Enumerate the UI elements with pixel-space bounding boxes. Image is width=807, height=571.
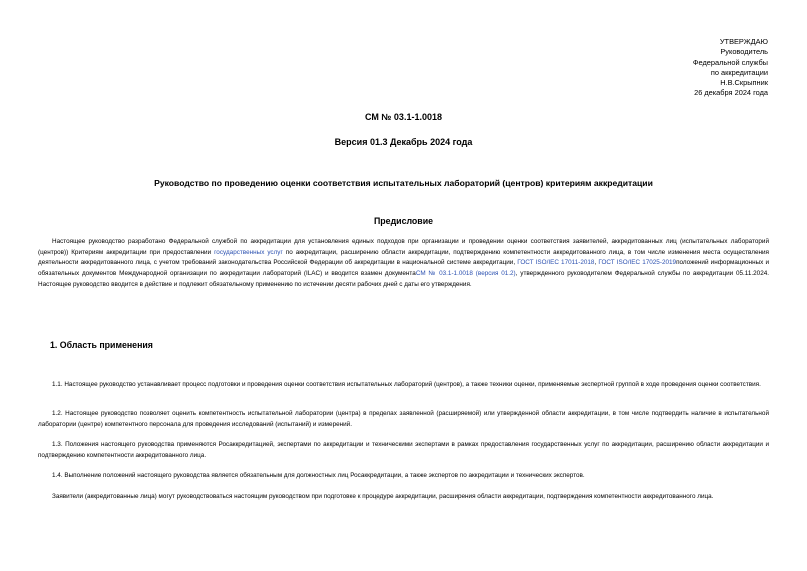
gost-17011-link[interactable]: ГОСТ ISO/IEC 17011-2018 (517, 259, 595, 267)
preface-heading: Предисловие (373, 216, 434, 226)
preface-text: , (594, 259, 599, 267)
paragraph-applicants: Заявители (аккредитованные лица) могут руководствоваться настоящим руководством при подготовке к процедуре аккредитации, расширения области аккредитации, подтверждения компетентности аккредитованного лица. (52, 493, 714, 500)
paragraph-1-4: 1.4. Выполнение положений настоящего руководства является обязательным для должностных лиц Росаккредитации, а также экспертов по аккредитации и технических экспертов. (52, 472, 585, 479)
preface-paragraph (38, 237, 769, 291)
document-title: Руководство по проведению оценки соответствия испытательных лабораторий (центров) критериям аккредитации (154, 178, 653, 188)
approval-date: 26 декабря 2024 года (694, 88, 768, 98)
preface-text: по аккредитации, расширению области аккредитации, подтверждению компетентности аккредитованного лица, в том числе изменения места осуществления деятельности аккредитованного лица, с учетом требований законодательства Российской Федерации об аккредитации в национальной системе аккредитации, (38, 248, 769, 267)
approval-line: Федеральной службы (692, 57, 768, 67)
paragraph-1-3: 1.3. Положения настоящего руководства применяются Росаккредитацией, экспертами по аккредитации и техническими экспертами в рамках предоставления государственных услуг по аккредитации, расширению области аккредитации и подтверждению компетентности аккредитованного лица. (38, 441, 769, 459)
document-version: Версия 01.3 Декабрь 2024 года (334, 137, 473, 147)
approval-line: Н.В.Скрыпник (720, 78, 768, 88)
paragraph-1-2: 1.2. Настоящее руководство позволяет оценить компетентность испытательной лаборатории (центра) в пределах заявленной (расширяемой) или утвержденной области аккредитации, в том числе подтвердить наличие в испытательной лаборатории (центре) компетентного персонала для проведения исследований (испытаний) и измерений. (38, 410, 769, 428)
preface-text: Настоящее руководство разработано Федеральной службой по аккредитации для установления единых подходов при организации и проведении оценки соответствия заявителей, аккредитованных лиц (испытательных лабораторий (центров)) Критериям аккредитации при предоставлении (38, 238, 769, 256)
approval-line: Руководитель (720, 47, 768, 57)
state-services-link[interactable]: государственных услуг (214, 248, 283, 256)
approval-line: по аккредитации (710, 67, 768, 77)
cm-previous-version-link[interactable]: СМ № 03.1-1.0018 (версия 01.2) (415, 270, 516, 278)
preface-text: , утвержденного руководителем Федеральной службы по аккредитации 05.11.2024. Настоящее руководство вводится в действие и подлежит обязательному применению по истечении десяти рабочих дней с даты его утверждения. (38, 270, 770, 288)
gost-17025-link[interactable]: ГОСТ ISO/IEC 17025-2019 (598, 259, 677, 267)
approval-line: УТВЕРЖДАЮ (719, 37, 768, 46)
section-1-heading: 1. Область применения (50, 340, 153, 350)
document-number: СМ № 03.1-1.0018 (365, 112, 442, 122)
paragraph-1-1: 1.1. Настоящее руководство устанавливает процесс подготовки и проведения оценки соответствия испытательных лабораторий (центров), а также техники оценки, применяемые экспертной группой в ходе проведения оценки соответствия. (52, 381, 761, 388)
approval-block (693, 37, 768, 99)
preface-text: положений информационных и обязательных документов Международной организации по аккредитации лабораторий (ILAC) и вводится взамен документа (38, 259, 769, 278)
